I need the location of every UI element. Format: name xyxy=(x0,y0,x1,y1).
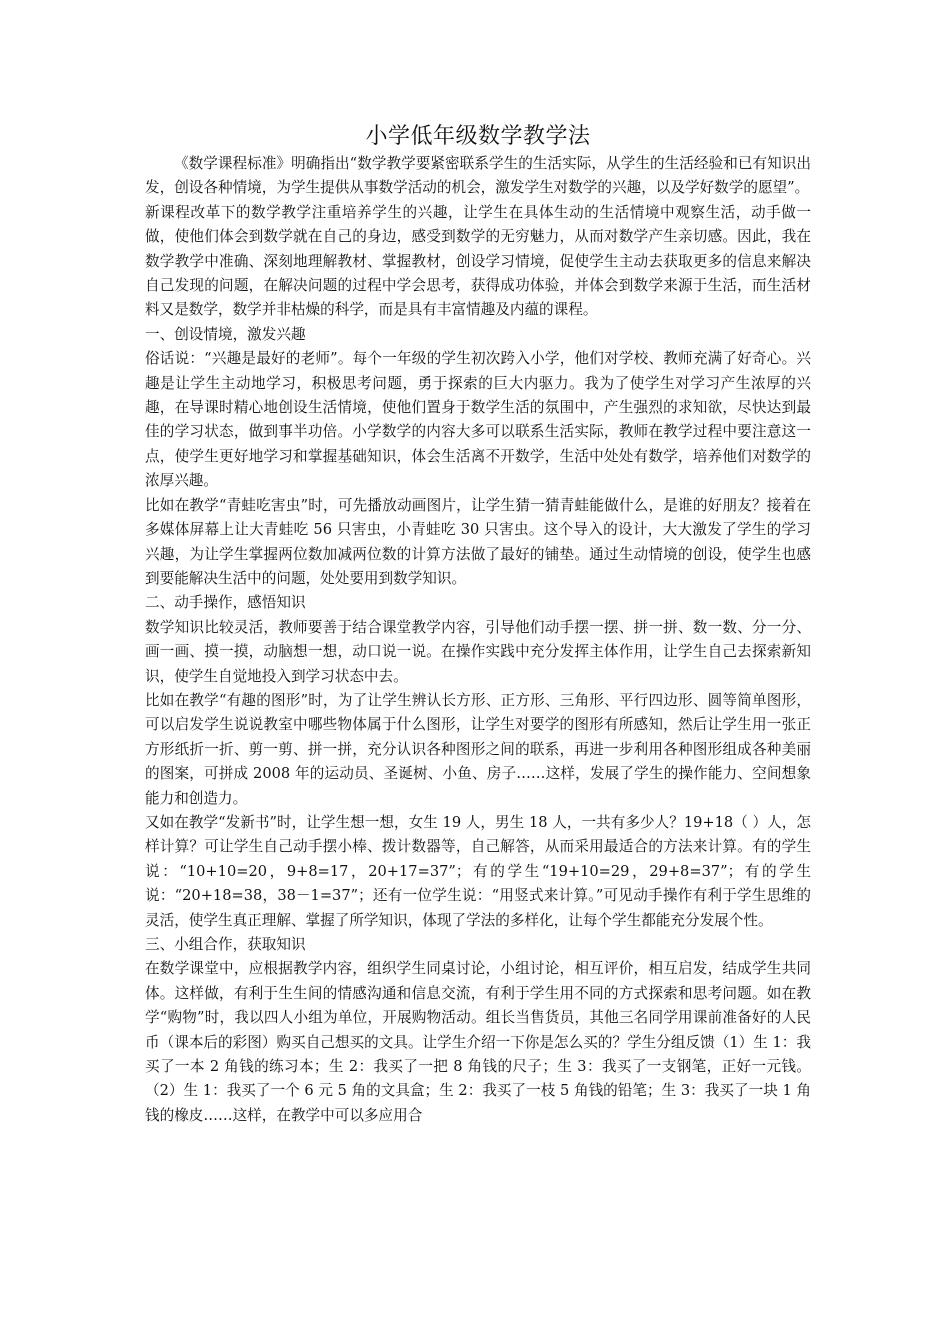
section-heading-2: 二、动手操作，感悟知识 xyxy=(145,594,306,612)
paragraph-1: 新课程改革下的数学教学注重培养学生的兴趣，让学生在具体生动的生活情境中观察生活，动手做一做，使他们体会到数学就在自己的身边，感受到数学的无穷魅力，从而对数学产生亲切感。因此，我在数学教学中准确、深刻地理解教材、掌握教材，创设学习情境，促使学生主动去获取更多的信息来解决自己发现的问题，在解决问题的过程中学会思考，获得成功体验，并体会到数学来源于生活，而生活材料又是数学，数学并非枯燥的科学，而是具有丰富情趣及内蕴的课程。 xyxy=(145,203,811,319)
paragraph-7: 在数学课堂中，应根据教学内容，组织学生同桌讨论，小组讨论，相互评价，相互启发，结成学生共同体。这样做，有利于生生间的情感沟通和信息交流，有利于学生用不同的方式探索和思考问题。如在教学“购物”时，我以四人小组为单位，开展购物活动。组长当售货员，其他三名同学用课前准备好的人民币（课本后的彩图）购买自己想买的文具。让学生介绍一下你是怎么买的？学生分组反馈（1）生 1：我买了一本 2 角钱的练习本；生 2：我买了一把 8 角钱的尺子；生 3：我买了一支钢笔，正好一元钱。（2）生 1：我买了一个 6 元 5 角的文具盒；生 2：我买了一枝 5 角钱的铅笔；生 3：我买了一块 1 角钱的橡皮……这样，在教学中可以多应用合 xyxy=(145,960,811,1124)
document-title: 小学低年级数学教学法 xyxy=(365,124,591,149)
paragraph-4: 数学知识比较灵活，教师要善于结合课堂教学内容，引导他们动手摆一摆、拼一拼、数一数、分一分、画一画、摸一摸，动脑想一想，动口说一说。在操作实践中充分发挥主体作用，让学生自己去探索新知识，使学生自觉地投入到学习状态中去。 xyxy=(145,618,811,685)
paragraph-5: 比如在教学“有趣的图形”时，为了让学生辨认长方形、正方形、三角形、平行四边形、圆等简单图形，可以启发学生说说教室中哪些物体属于什么图形，让学生对要学的图形有所感知，然后让学生用一张正方形纸折一折、剪一剪、拼一拼，充分认识各种图形之间的联系，再进一步利用各种图形组成各种美丽的图案，可拼成 2008 年的运动员、圣诞树、小鱼、房子……这样，发展了学生的操作能力、空间想象能力和创造力。 xyxy=(145,691,811,807)
section-heading-1: 一、创设情境，激发兴趣 xyxy=(145,325,306,343)
section-heading-3: 三、小组合作，获取知识 xyxy=(145,936,306,953)
paragraph-2: 俗话说：“兴趣是最好的老师”。每个一年级的学生初次跨入小学，他们对学校、教师充满了好奇心。兴趣是让学生主动地学习，积极思考问题，勇于探索的巨大内驱力。我为了使学生对学习产生浓厚的兴趣，在导课时精心地创设生活情境，使他们置身于数学生活的氛围中，产生强烈的求知欲，尽快达到最佳的学习状态，做到事半功倍。小学数学的内容大多可以联系生活实际，教师在教学过程中要注意这一点，使学生更好地学习和掌握基础知识，体会生活离不开数学，生活中处处有数学，培养他们对数学的浓厚兴趣。 xyxy=(145,350,811,490)
document-body xyxy=(145,122,811,1128)
intro-paragraph: 《数学课程标准》明确指出“数学教学要紧密联系学生的生活实际，从学生的生活经验和已有知识出发，创设各种情境，为学生提供从事数学活动的机会，激发学生对数学的兴趣，以及学好数学的愿望”。 xyxy=(145,155,811,197)
paragraph-6: 又如在教学“发新书”时，让学生想一想，女生 19 人，男生 18 人，一共有多少人？19+18（ ）人，怎样计算？可让学生自己动手摆小棒、拨计数器等，自己解答，从而采用最适合的方法来计算。有的学生说：“10+10=20，9+8=17，20+17=37”；有的学生“19+10=29，29+8=37”；有的学生说：“20+18=38，38－1=37”；还有一位学生说：“用竖式来计算。”可见动手操作有利于学生思维的灵活，使学生真正理解、掌握了所学知识，体现了学法的多样化，让每个学生都能充分发展个性。 xyxy=(145,813,811,929)
paragraph-3: 比如在教学“青蛙吃害虫”时，可先播放动画图片，让学生猜一猜青蛙能做什么，是谁的好朋友？接着在多媒体屏幕上让大青蛙吃 56 只害虫，小青蛙吃 30 只害虫。这个导入的设计，大大激发了学生的学习兴趣，为让学生掌握两位数加减两位数的计算方法做了最好的铺垫。通过生动情境的创设，使学生也感到要能解决生活中的问题，处处要用到数学知识。 xyxy=(145,496,811,587)
